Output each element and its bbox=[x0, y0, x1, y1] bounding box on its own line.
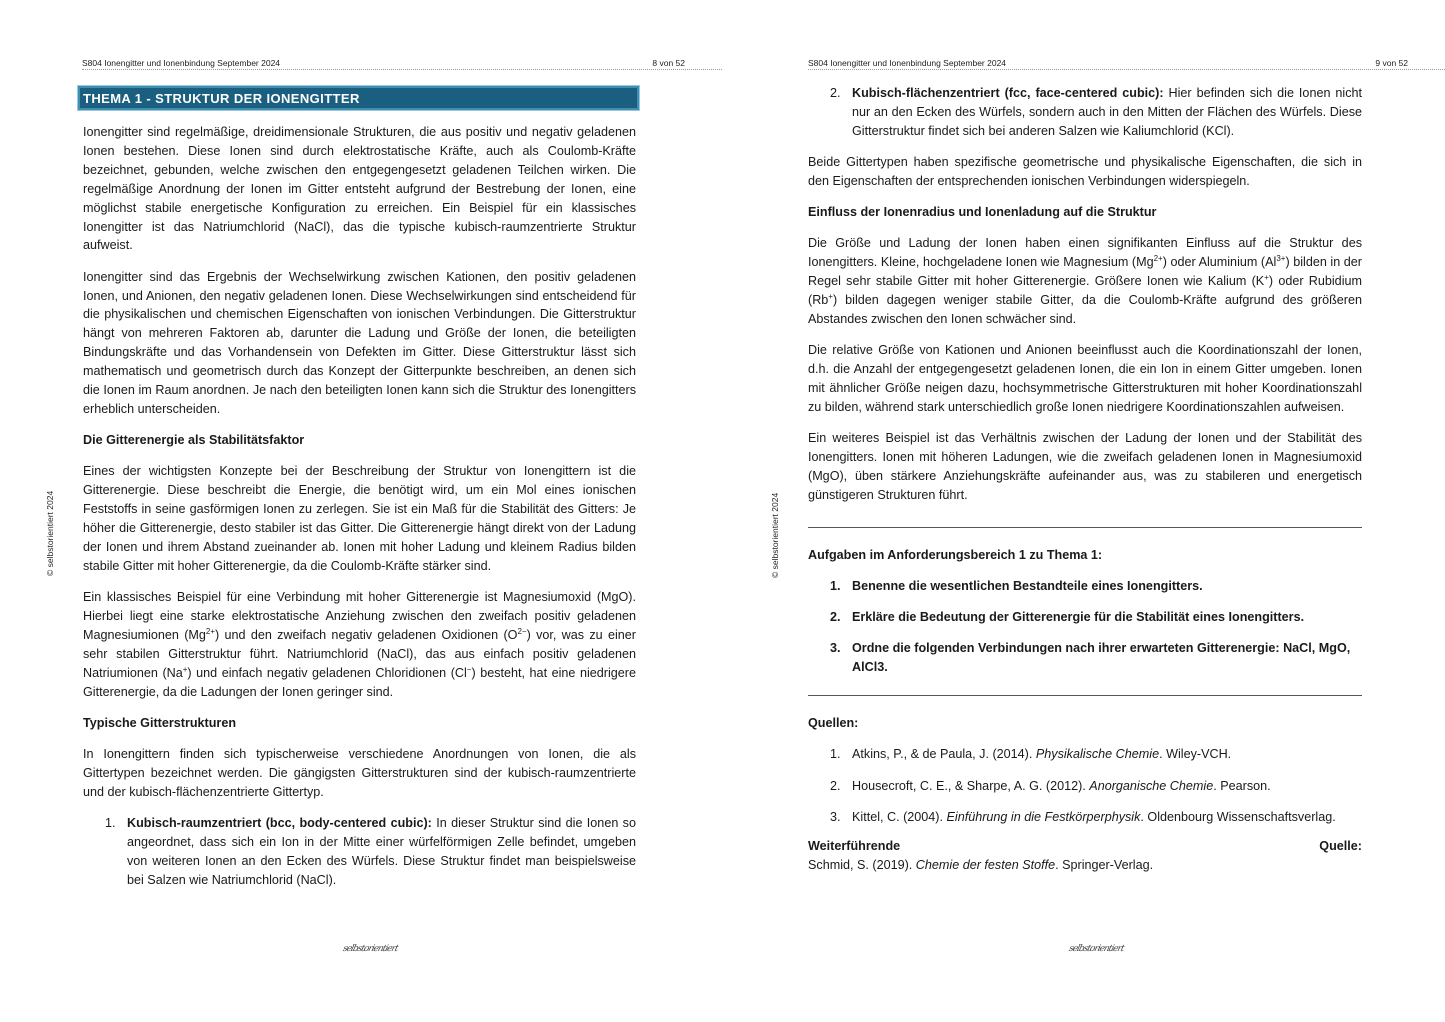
sources-list bbox=[808, 745, 1362, 826]
subheading: Einfluss der Ionenradius und Ionenladung auf die Struktur bbox=[808, 205, 1157, 220]
section-title: THEMA 1 - STRUKTUR DER IONENGITTER bbox=[78, 86, 639, 110]
further-reading-heading: Weiterführende Quelle: bbox=[808, 838, 1362, 853]
copyright-side-note: © selbstorientiert 2024 bbox=[45, 490, 55, 576]
page-body bbox=[83, 86, 636, 902]
paragraph: Ein klassisches Beispiel für eine Verbindung mit hoher Gitterenergie ist Magnesiumoxid (MgO). Hierbei liegt eine starke elektrostatische Anziehung zwischen den zweifach positiv geladenen Magnesiumionen $(Mg^{2+})$ und den zweifach negativ geladenen Oxidionen $(O^{2-})$ vor, was zu einer sehr stabilen Gitterstruktur führt. Natriumchlorid (NaCl), das aus einfach positiv geladenen Natriumionen (Na+) und einfach negativ geladenen Chloridionen (Cl−) besteht, hat eine niedrigere Gitterenergie, da die Ladungen der Ionen geringer sind. bbox=[83, 590, 636, 699]
list-item: 2. Kubisch-flächenzentriert (fcc, face-centered cubic): Hier befinden sich die Ionen nicht nur an den Ecken des Würfels, sondern auch in den Mitten der Flächen des Würfels. Diese Gitterstruktur findet sich bei anderen Salzen wie Kaliumchlorid (KCl). bbox=[830, 86, 1363, 138]
header-doc-title: S804 Ionengitter und Ionenbindung September 2024 bbox=[808, 58, 1007, 68]
sources-heading: Quellen: bbox=[808, 716, 859, 731]
paragraph: Die Größe und Ladung der Ionen haben einen signifikanten Einfluss auf die Struktur des Ionengitters. Kleine, hochgeladene Ionen wie Magnesium $(Mg^{2+})$ oder Aluminium $(Al^{3+})$ bilden in der Regel sehr stabile Gitter mit hoher Gitterenergie. Größere Ionen wie Kalium (K+) oder Rubidium (Rb+) bilden dagegen weniger stabile Gitter, da die Coulomb-Kräfte aufgrund des größeren Abstandes zwischen den Ionen schwächer sind. bbox=[808, 236, 1362, 326]
paragraph: Eines der wichtigsten Konzepte bei der Beschreibung der Struktur von Ionengittern ist die Gitterenergie. Diese beschreibt die Energie, die benötigt wird, um ein Mol eines ionischen Feststoffs in seine gasförmigen Ionen zu zerlegen. Sie ist ein Maß für die Stabilität des Gitters: Je höher die Gitterenergie, desto stabiler ist das Gitter. Die Gitterenergie hängt direkt von der Ladung der Ionen und ihrem Abstand zueinander ab. Ionen mit hoher Ladung und kleinem Radius bilden stabile Gitter mit hoher Gitterenergie, da die Coulomb-Kräfte stärker sind. bbox=[83, 464, 636, 573]
paragraph: Die relative Größe von Kationen und Anionen beeinflusst auch die Koordinationszahl der Ionen, d.h. die Anzahl der entgegengesetzt geladenen Ionen, die ein Ion in einem Gitter umgeben. Ionen mit ähnlicher Größe neigen dazu, hochsymmetrische Gitterstrukturen mit hoher Koordinationszahl zu bilden, während stark unterschiedlich große Ionen niedrigere Koordinationszahlen aufweisen. bbox=[808, 343, 1362, 414]
paragraph: Ein weiteres Beispiel ist das Verhältnis zwischen der Ladung der Ionen und der Stabilität des Ionengitters. Ionen mit höheren Ladungen, wie die zweifach geladenen Ionen in Magnesiumoxid (MgO), üben stärkere Anziehungskräfte aufeinander aus, was zu stabileren und energetisch günstigeren Strukturen führt. bbox=[808, 431, 1362, 502]
list-item: 1. Kubisch-raumzentriert (bcc, body-centered cubic): In dieser Struktur sind die Ionen so angeordnet, dass sich ein Ion in der Mitte einer würfelförmigen Zelle befindet, umgeben von weiteren Ionen an den Ecken des Würfels. Diese Struktur findet man beispielsweise bei Salzen wie Natriumchlorid (NaCl). bbox=[105, 816, 636, 887]
further-reading-source: Schmid, S. (2019). Chemie der festen Stoffe. Springer-Verlag. bbox=[808, 857, 1154, 872]
header-page-number: 9 von 52 bbox=[1375, 58, 1408, 68]
task-item: 1. Benenne die wesentlichen Bestandteile eines Ionengitters. bbox=[830, 578, 1203, 593]
tasks-list bbox=[808, 577, 1362, 677]
signature-logo: selbstorientiert bbox=[341, 944, 399, 954]
page-header bbox=[808, 56, 1445, 70]
tasks-heading: Aufgaben im Anforderungsbereich 1 zu Thema 1: bbox=[808, 547, 1103, 562]
task-item: 3. Ordne die folgenden Verbindungen nach ihrer erwarteten Gitterenergie: NaCl, MgO, AlCl3. bbox=[830, 641, 1351, 675]
lattice-types-list bbox=[83, 814, 636, 890]
page-8 bbox=[0, 0, 722, 1022]
list-term: Kubisch-flächenzentriert (fcc, face-centered cubic): bbox=[852, 86, 1164, 100]
page-header bbox=[82, 56, 722, 70]
divider bbox=[808, 695, 1362, 696]
task-item: 2. Erkläre die Bedeutung der Gitterenergie für die Stabilität eines Ionengitters. bbox=[830, 610, 1305, 625]
source-item: 1. Atkins, P., & de Paula, J. (2014). Physikalische Chemie. Wiley-VCH. bbox=[830, 747, 1232, 762]
paragraph: Ionengitter sind regelmäßige, dreidimensionale Strukturen, die aus positiv und negativ geladenen Ionen bestehen. Diese Ionen sind durch elektrostatische Kräfte, auch als Coulomb-Kräfte bezeichnet, gebunden, welche zwischen den entgegengesetzt geladenen Teilchen wirken. Die regelmäßige Anordnung der Ionen im Gitter entsteht aufgrund der Bestrebung der Ionen, eine möglichst stabile energetische Konfiguration zu erreichen. Ein Beispiel für ein klassisches Ionengitter ist das Natriumchlorid (NaCl), das die typische kubisch-raumzentrierte Struktur aufweist. bbox=[83, 125, 636, 253]
paragraph: Beide Gittertypen haben spezifische geometrische und physikalische Eigenschaften, die sich in den Eigenschaften der entsprechenden ionischen Verbindungen widerspiegeln. bbox=[808, 155, 1362, 188]
subheading: Typische Gitterstrukturen bbox=[83, 715, 237, 730]
divider bbox=[808, 527, 1362, 528]
paragraph: In Ionengittern finden sich typischerweise verschiedene Anordnungen von Ionen, die als Gittertypen bezeichnet werden. Die gängigsten Gitterstrukturen sind der kubisch-raumzentrierte und der kubisch-flächenzentrierte Gittertyp. bbox=[83, 747, 636, 799]
header-page-number: 8 von 52 bbox=[652, 58, 685, 68]
source-item: 3. Kittel, C. (2004). Einführung in die Festkörperphysik. Oldenbourg Wissenschaftsverlag. bbox=[830, 809, 1336, 824]
subheading: Die Gitterenergie als Stabilitätsfaktor bbox=[83, 433, 305, 448]
signature-logo: selbstorientiert bbox=[1067, 944, 1125, 954]
page-body bbox=[808, 84, 1362, 874]
page-9 bbox=[723, 0, 1445, 1022]
copyright-side-note: © selbstorientiert 2024 bbox=[770, 492, 780, 578]
source-item: 2. Housecroft, C. E., & Sharpe, A. G. (2012). Anorganische Chemie. Pearson. bbox=[830, 778, 1271, 793]
header-doc-title: S804 Ionengitter und Ionenbindung September 2024 bbox=[82, 58, 281, 68]
list-term: Kubisch-raumzentriert (bcc, body-centered cubic): bbox=[127, 816, 432, 831]
paragraph: Ionengitter sind das Ergebnis der Wechselwirkung zwischen Kationen, den positiv geladenen Ionen, und Anionen, den negativ geladenen Ionen. Diese Wechselwirkungen sind entscheidend für die physikalischen und chemischen Eigenschaften von ionischen Verbindungen. Die Gitterstruktur hängt von mehreren Faktoren ab, darunter die Ladung und Größe der Ionen, die beteiligten Bindungskräfte und das Vorhandensein von Defekten im Gitter. Diese Gitterstruktur lässt sich mathematisch und geometrisch durch das Konzept der Gitterpunkte beschreiben, an denen sich die Ionen im Raum anordnen. Je nach den beteiligten Ionen kann sich die Struktur des Ionengitters erheblich unterscheiden. bbox=[83, 269, 636, 416]
lattice-types-list bbox=[808, 84, 1362, 141]
